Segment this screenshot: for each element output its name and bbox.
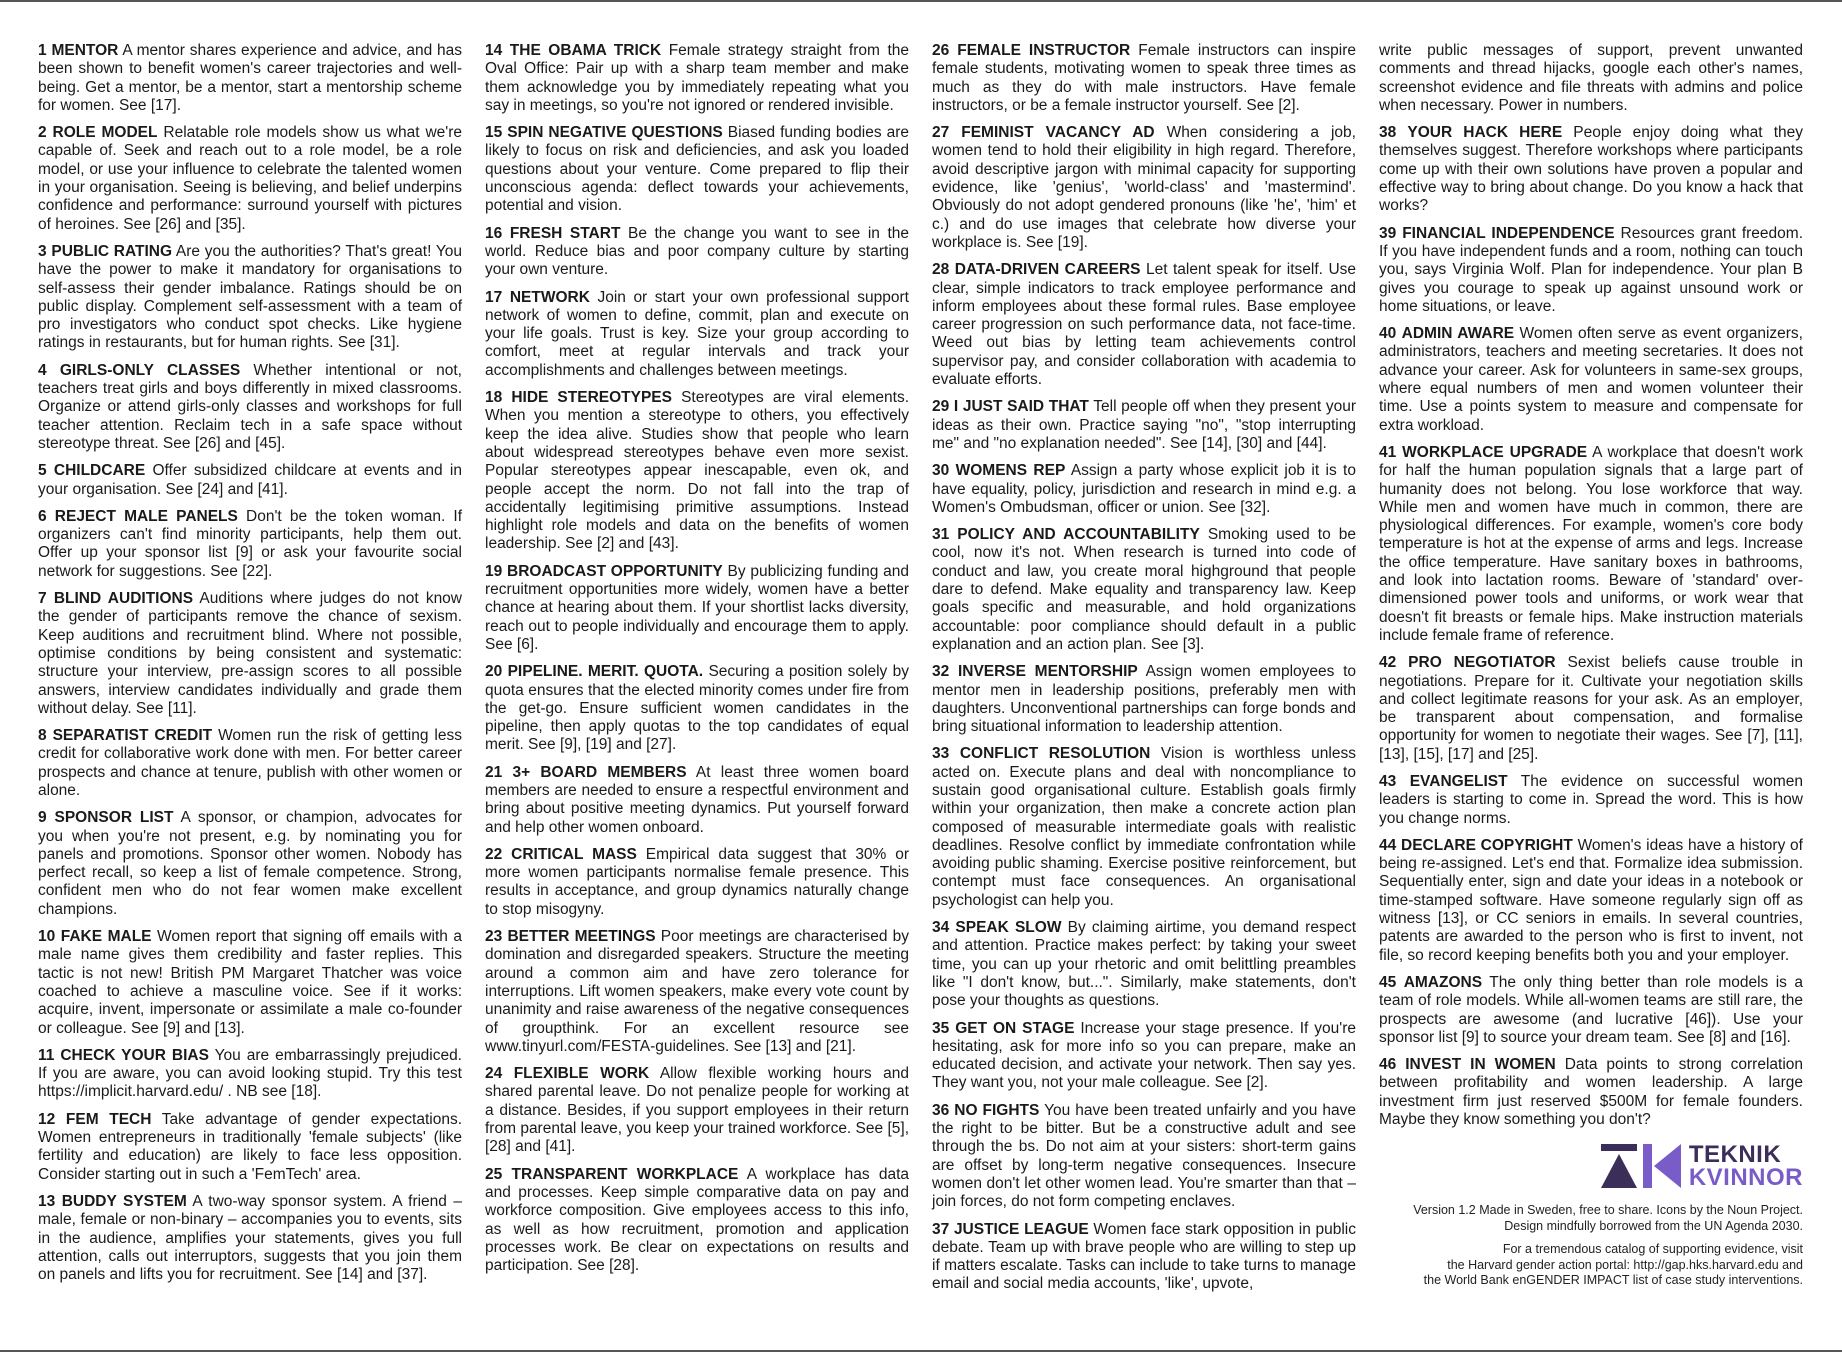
tip-item-8 — [38, 727, 462, 800]
tip-title: FRESH START — [509, 224, 621, 242]
tip-item-35 — [932, 1020, 1356, 1093]
tip-item-9 — [38, 809, 462, 919]
tip-title: GIRLS-ONLY CLASSES — [59, 361, 241, 379]
footer-evidence — [1379, 1242, 1803, 1289]
tip-text: When considering a job, women tend to hold their eligibility in high regard. Therefore, avoid descriptive jargon with minimal capacity for supporting evidence, like 'genius', 'world-class' and 'mastermind'. Obviously do not adopt gendered pronouns (like 'he', 'him' et c.) and do use images that celebrate how diverse your workplace is. See [19]. — [932, 124, 1356, 251]
tip-title: WORKPLACE UPGRADE — [1402, 443, 1588, 461]
tip-number: 28 — [932, 261, 950, 279]
tip-item-38 — [1379, 124, 1803, 215]
tip-number: 4 — [38, 361, 47, 379]
tip-text: Increase your stage presence. If you're hesitating, ask for more info so you can prepare, make an educated decision, and activate your network. Then say yes. They want you, not your male colleague. See [2]. — [932, 1019, 1356, 1092]
tip-number: 3 — [38, 242, 47, 260]
tip-number: 43 — [1379, 772, 1397, 790]
tip-number: 41 — [1379, 443, 1397, 461]
tip-number: 44 — [1379, 836, 1397, 854]
tip-item-6 — [38, 508, 462, 581]
tip-title: FLEXIBLE WORK — [513, 1065, 650, 1083]
tip-text: People enjoy doing what they themselves suggest. Therefore workshops where participants come up with their own solutions have proven a popular and effective way to bring about change. Do you know a hack that works? — [1379, 124, 1803, 215]
column-3 — [932, 42, 1356, 1332]
tip-title: YOUR HACK HERE — [1407, 124, 1563, 142]
tip-title: CHILDCARE — [53, 462, 146, 480]
tip-number: 34 — [932, 919, 950, 937]
tip-number: 40 — [1379, 325, 1397, 343]
tip-text: Don't be the token woman. If organizers can't find minority participants, help them out. Offer up your sponsor list [9] or ask your favourite social network for suggestions. See [22]. — [38, 507, 463, 580]
tip-item-20 — [485, 663, 909, 754]
footer-evidence-2: the Harvard gender action portal: http://gap.hks.harvard.edu and — [1447, 1257, 1803, 1272]
tip-text: Empirical data suggest that 30% or more women participants normalise female presence. This results in acceptance, and group dynamics naturally change to stop misogyny. — [485, 845, 909, 918]
tip-text: At least three women board members are needed to ensure a respectful environment and bring about positive meeting dynamics. Put yourself forward and help other women onboard. — [485, 763, 910, 836]
tip-number: 10 — [38, 928, 56, 946]
tip-number: 33 — [932, 745, 950, 763]
tip-item-12 — [38, 1111, 462, 1184]
tip-number: 15 — [485, 124, 503, 142]
tip-title: DATA-DRIVEN CAREERS — [954, 261, 1141, 279]
tip-title: MENTOR — [51, 42, 119, 59]
tip-text: Offer subsidized childcare at events and in your organisation. See [24] and [41]. — [38, 462, 462, 498]
tip-item-39 — [1379, 225, 1803, 316]
tip-item-25 — [485, 1166, 909, 1276]
tip-number: 11 — [38, 1046, 55, 1064]
tip-text: Whether intentional or not, teachers treat girls and boys differently in mixed classrooms. Organize or attend girls-only classes and workshops for full teacher attention. Reclaim tech in a safe space without stereotype threat. See [26] and [45]. — [38, 361, 462, 452]
tip-title: FAKE MALE — [60, 928, 152, 946]
footer-evidence-1: For a tremendous catalog of supporting evidence, visit — [1502, 1242, 1803, 1257]
tip-number: 23 — [485, 928, 503, 946]
column-4-items — [1379, 124, 1803, 1129]
tip-text: Securing a position solely by quota ensures that the elected minority comes under fire from the get-go. Ensure sufficient women candidates in the pipeline, then apply quotas to the top candidates of equal merit. See [9], [19] and [27]. — [485, 663, 910, 754]
tip-title: AMAZONS — [1403, 973, 1483, 991]
logo-line-2: KVINNOR — [1688, 1164, 1803, 1192]
tip-item-44 — [1379, 837, 1803, 965]
tip-item-45 — [1379, 974, 1803, 1047]
tip-title: FINANCIAL INDEPENDENCE — [1402, 224, 1615, 242]
tip-text: Let talent speak for itself. Use clear, simple indicators to track employee performance and inform employees about these formal rules. Base employee career progression on such performance data, not face-time. Weed out bias by letting team achievements control supervisor pay, and consider collaboration with academia to evaluate efforts. — [932, 261, 1357, 389]
tip-title: SEPARATIST CREDIT — [52, 727, 213, 745]
tip-number: 1 — [38, 42, 47, 59]
tip-text: Women report that signing off emails with a male name gives them credibility and faster replies. This tactic is not new! British PM Margaret Thatcher was voice coached to achieve a masculine voice. See if it works: acquire, invent, impersonate or assimilate a male co-founder or colleague. See [9] and [13]. — [38, 928, 462, 1037]
tip-title: I JUST SAID THAT — [953, 398, 1089, 416]
tip-text: Be the change you want to see in the world. Reduce bias and poor company culture by starting your own venture. — [485, 224, 910, 279]
tip-item-26 — [932, 42, 1356, 115]
tip-item-40 — [1379, 325, 1803, 435]
tip-text: Sexist beliefs cause trouble in negotiations. Prepare for it. Cultivate your negotiation skills and collect legitimate reasons for your ask. As an employer, be transparent about compensation, and formalise opportunity for women to negotiate their wages. See [7], [11], [13], [15], [17] and [25]. — [1379, 654, 1803, 763]
logo-text — [1688, 1141, 1803, 1192]
tip-item-37 — [932, 1221, 1356, 1294]
tip-item-11 — [38, 1047, 462, 1102]
tip-item-3 — [38, 243, 462, 353]
tip-number: 8 — [38, 727, 47, 745]
footer-credits — [1379, 1203, 1803, 1234]
tip-text: Female instructors can inspire female students, motivating women to speak three times as much as they do with male instructors. Have female instructors, or be a female instructor yourself. See [2]. — [932, 42, 1357, 114]
tip-item-30 — [932, 462, 1356, 517]
teknik-kvinnor-logo — [1379, 1141, 1803, 1192]
tip-number: 18 — [485, 389, 503, 407]
tip-number: 6 — [38, 507, 47, 525]
tip-number: 29 — [932, 398, 950, 416]
logo-line-1: TEKNIK — [1688, 1141, 1782, 1169]
tip-number: 32 — [932, 663, 950, 681]
tip-text: Stereotypes are viral elements. When you mention a stereotype to others, you effectively keep the idea alive. Studies show that people who learn about widespread stereotypes behave even more sexist. Popular stereotypes appear inescapable, even ok, and people accept the norm. Do not fall into the trap of accidentally legitimising primitive assumptions. Instead highlight role models and data on the benefits of women leadership. See [2] and [43]. — [485, 389, 909, 553]
tip-item-28 — [932, 261, 1356, 389]
tip-title: BETTER MEETINGS — [507, 928, 656, 946]
tip-item-16 — [485, 225, 909, 280]
tip-item-42 — [1379, 654, 1803, 764]
tip-text: Female strategy straight from the Oval Office: Pair up with a sharp team member and make them acknowledge you by immediately repeating what you say in meetings, so you're not ignored or rendered invisible. — [485, 42, 909, 114]
column-2 — [485, 42, 909, 1332]
tip-title: GET ON STAGE — [955, 1019, 1075, 1037]
tip-item-27 — [932, 124, 1356, 252]
tip-text: You have been treated unfairly and you have the right to be bitter. But be a constructive adult and see through the bs. Do not aim at your sisters: short-term gains are offset by long-term negative consequences. Insecure women don't let other women lead. You're smarter than that – join forces, do not form competing enclaves. — [932, 1101, 1356, 1211]
tip-item-15 — [485, 124, 909, 215]
tip-title: 3+ BOARD MEMBERS — [512, 763, 687, 781]
tip-item-23 — [485, 928, 909, 1056]
tip-text: By claiming airtime, you demand respect and attention. Practice makes perfect: by taking your sweet time, you can up your rhetoric and omit belittling preambles like "I don't know, but...". Similarly, make statements, don't pose your thoughts as questions. — [932, 919, 1356, 1010]
tip-title: BROADCAST OPPORTUNITY — [507, 562, 723, 580]
tip-text: Vision is worthless unless acted on. Execute plans and deal with noncompliance to sustain good organisational culture. Establish goals firmly within your organization, then make a concrete action plan composed of measurable intermediate goals with realistic deadlines. Resolve conflict by immediate confrontation while avoiding public shaming. Exercise positive reinforcement, but contempt must face consequences. An organisational psychologist can help you. — [932, 745, 1356, 909]
tip-text: Tell people off when they present your ideas as their own. Practice saying "no", "stop interrupting me" and "no explanation needed". See [14], [30] and [44]. — [932, 398, 1356, 452]
tip-number: 25 — [485, 1165, 503, 1183]
tip-text: Data points to strong correlation between profitability and women leadership. A large investment firm just reserved $500M for female founders. Maybe they know something you don't? — [1379, 1056, 1804, 1129]
tip-title: FEMINIST VACANCY AD — [961, 124, 1155, 142]
tip-text: Women often serve as event organizers, administrators, teachers and meeting secretaries. It does not advance your career. Ask for volunteers in same-sex groups, where equal numbers of men and women volunteer their time. Use a points system to measure and compensate for extra workload. — [1379, 325, 1803, 434]
tip-item-29 — [932, 398, 1356, 453]
tip-title: JUSTICE LEAGUE — [953, 1220, 1089, 1238]
tip-number: 27 — [932, 124, 950, 142]
tip-title: CONFLICT RESOLUTION — [959, 745, 1151, 763]
tip-title: INVEST IN WOMEN — [1405, 1056, 1556, 1074]
tip-number: 2 — [38, 124, 47, 142]
tip-text: Allow flexible working hours and shared parental leave. Do not penalize people for working at a distance. Besides, if you support employees in their return from parental leave, you keep your trained workforce. See [5], [28] and [41]. — [485, 1065, 910, 1156]
tip-item-10 — [38, 928, 462, 1038]
tip-number: 7 — [38, 590, 47, 608]
tip-number: 9 — [38, 809, 47, 827]
tip-number: 22 — [485, 845, 503, 863]
tip-item-46 — [1379, 1056, 1803, 1129]
tip-title: NO FIGHTS — [954, 1101, 1040, 1119]
tip-title: PUBLIC RATING — [51, 242, 173, 260]
tip-item-31 — [932, 526, 1356, 654]
tip-number: 46 — [1379, 1056, 1397, 1074]
column-4 — [1379, 42, 1803, 1332]
tip-number: 19 — [485, 562, 503, 580]
tip-number: 26 — [932, 42, 950, 59]
tip-number: 5 — [38, 462, 47, 480]
tip-item-33 — [932, 745, 1356, 910]
tip-item-34 — [932, 919, 1356, 1010]
tip-number: 21 — [485, 763, 503, 781]
tip-item-22 — [485, 846, 909, 919]
tip-title: PIPELINE. MERIT. QUOTA. — [507, 663, 704, 681]
tip-item-43 — [1379, 773, 1803, 828]
tip-item-2 — [38, 124, 462, 234]
tip-text: Relatable role models show us what we're capable of. Seek and reach out to a role model, be a role model, or use your influence to celebrate the talented women in your organisation. Seeing is believing, and belief underpins confidence and performance: surround yourself with pictures of heroines. See [26] and [35]. — [38, 124, 463, 233]
tip-text: Assign a party whose explicit job it is to have equality, policy, jurisdiction and research in mind e.g. a Women's Ombudsman, officer or union. See [32]. — [932, 462, 1356, 516]
tip-text: A workplace has data and processes. Keep simple comparative data on pay and workforce composition. Give employees access to this info, as well as how recruitment, promotion and application processes work. Be clear on expectations on results and participation. See [28]. — [485, 1165, 910, 1275]
tip-item-13 — [38, 1193, 462, 1284]
footer-evidence-3: the World Bank enGENDER IMPACT list of case study interventions. — [1423, 1273, 1803, 1288]
tip-item-19 — [485, 563, 909, 654]
tip-text: By publicizing funding and recruitment opportunities more widely, women have a better chance at hearing about them. If your shortlist lacks diversity, reach out to people individually and encourage them to apply. See [6]. — [485, 562, 909, 653]
tip-text: You are embarrassingly prejudiced. If you are aware, you can avoid looking stupid. Try this test https://implicit.harvard.edu/ . NB see [18]. — [38, 1046, 462, 1101]
tip-number: 12 — [38, 1110, 56, 1128]
tip-title: CRITICAL MASS — [511, 845, 637, 863]
logo-mark-icon — [1601, 1144, 1681, 1188]
footer-version: Version 1.2 Made in Sweden, free to share. Icons by the Noun Project. — [1413, 1203, 1803, 1218]
tip-title: ROLE MODEL — [52, 124, 158, 142]
tip-number: 35 — [932, 1019, 950, 1037]
tip-item-4 — [38, 362, 462, 453]
tip-number: 30 — [932, 462, 950, 480]
tip-title: DECLARE COPYRIGHT — [1401, 836, 1573, 854]
tip-text: Women face stark opposition in public debate. Team up with brave people who are willing to step up if matters escalate. Tasks can include to take turns to manage email and social media accounts, 'like', upvote, — [932, 1220, 1356, 1293]
tip-item-36 — [932, 1102, 1356, 1212]
tip-number: 14 — [485, 42, 503, 59]
tip-item-18 — [485, 389, 909, 554]
tip-title: CHECK YOUR BIAS — [60, 1046, 209, 1064]
tip-item-32 — [932, 663, 1356, 736]
footer — [1379, 1203, 1803, 1289]
tip-title: EVANGELIST — [1409, 772, 1508, 790]
tip-text: Resources grant freedom. If you have independent funds and a room, nothing can touch you, says Virginia Wolf. Plan for independence. Your plan B gives you courage to speak up against unsound work or home situations, or leave. — [1379, 224, 1803, 315]
tip-text: The evidence on successful women leaders is starting to come in. Spread the word. This is how you change norms. — [1379, 772, 1803, 827]
tip-title: SPEAK SLOW — [955, 919, 1062, 937]
tip-text: A two-way sponsor system. A friend – male, female or non-binary – accompanies you to events, sits in the audience, amplifies your statements, gives you full attention, calls out interruptors, suggests that you join them on panels and lifts you for recruitment. See [14] and [37]. — [38, 1192, 463, 1284]
tip-text: Join or start your own professional support network of women to define, commit, plan and execute on your life goals. Trust is key. Size your group according to comfort, meet at regular intervals and track your accomplishments and challenges between meetings. — [485, 288, 909, 379]
tip-item-14 — [485, 42, 909, 115]
columns — [38, 42, 1806, 1332]
tip-title: FEMALE INSTRUCTOR — [957, 42, 1131, 59]
tip-number: 36 — [932, 1101, 950, 1119]
tip-title: INVERSE MENTORSHIP — [957, 663, 1138, 681]
tip-item-17 — [485, 289, 909, 380]
footer-design: Design mindfully borrowed from the UN Agenda 2030. — [1504, 1218, 1803, 1233]
tip-item-24 — [485, 1065, 909, 1156]
tip-title: THE OBAMA TRICK — [509, 42, 662, 59]
tip-title: REJECT MALE PANELS — [54, 507, 238, 525]
tip-text: Are you the authorities? That's great! You have the power to make it mandatory for organisations to self-assess their gender imbalance. Ratings should be on public display. Complement self-assessment with a team of pro investigators who conduct spot checks. Like hygiene ratings in restaurants, but for human rights. See [31]. — [38, 242, 463, 352]
tip-item-5 — [38, 462, 462, 499]
tip-number: 45 — [1379, 973, 1397, 991]
tip-title: BLIND AUDITIONS — [53, 590, 194, 608]
item-37-continuation: write public messages of support, prevent unwanted comments and thread hijacks, google each other's names, screenshot evidence and file threats with admins and police when necessary. Power in numbers. — [1379, 42, 1803, 114]
tip-item-41 — [1379, 444, 1803, 645]
tip-number: 24 — [485, 1065, 503, 1083]
tip-text: A mentor shares experience and advice, and has been shown to benefit women's career trajectories and well-being. Get a mentor, be a mentor, start a mentorship scheme for women. See [17]. — [38, 42, 463, 114]
tip-text: Smoking used to be cool, now it's not. When research is turned into code of conduct and law, you create moral highground that people dare to defend. Make equality and transparency law. Keep goals specific and measurable, and hold organizations accountable: poor compliance should default in a public explanation and an action plan. See [3]. — [932, 526, 1356, 653]
tip-text: Women run the risk of getting less credit for collaborative work done with men. For better career prospects and chance at tenure, publish with other women or alone. — [38, 727, 462, 799]
tip-number: 31 — [932, 526, 950, 544]
tip-item-7 — [38, 590, 462, 718]
tip-number: 20 — [485, 663, 503, 681]
tip-number: 17 — [485, 288, 503, 306]
tip-title: WOMENS REP — [955, 462, 1066, 480]
tip-number: 37 — [932, 1220, 950, 1238]
tip-item-1 — [38, 42, 462, 115]
tip-title: TRANSPARENT WORKPLACE — [511, 1165, 739, 1183]
tip-number: 16 — [485, 224, 503, 242]
tip-text: Auditions where judges do not know the gender of participants remove the chance of sexism. Keep auditions and recruitment blind. Where not possible, optimise conditions by being consistent and systematic: structure your interview, pre-assign scores to all possible answers, interview candidates individually and grade them without delay. See [11]. — [38, 590, 462, 717]
tip-text: Women's ideas have a history of being re-assigned. Let's end that. Formalize idea submission. Sequentially enter, sign and date your ideas in a notebook or time-stamped software. Have someone regularly sign off as witness [13], or CC seniors in emails. In several countries, patents are awarded to the person who is first to invent, not file, so record keeping benefits both you and your employer. — [1379, 836, 1803, 964]
tip-title: ADMIN AWARE — [1401, 325, 1515, 343]
tip-text: A workplace that doesn't work for half the human population signals that a large part of humanity does not belong. You lose workforce that way. While men and women have much in common, there are physiological differences. For example, women's core body temperature is hot at the expense of arms and legs. Increase the office temperature. Have sanitary boxes in bathrooms, and look into lactation rooms. Beware of 'standard' over-dimensioned power tools and uniforms, or work wear that doesn't fit breasts or female hips. Make instruction materials include female frame of reference. — [1379, 443, 1804, 644]
tip-text: A sponsor, or champion, advocates for you when you're not present, e.g. by nominating you for panels and promotions. Sponsor other women. Nobody has perfect recall, so keep a list of female competence. Strong, confident men who do not fear women make excellent champions. — [38, 809, 463, 918]
tip-text: Poor meetings are characterised by domination and disregarded speakers. Structure the meeting around a common aim and have zero tolerance for interruptions. Lift women speakers, make every vote count by unanimity and raise awareness of the negative consequences of groupthink. For an excellent resource see www.tinyurl.com/FESTA-guidelines. See [13] and [21]. — [485, 928, 910, 1055]
tip-number: 39 — [1379, 224, 1397, 242]
tip-title: SPONSOR LIST — [54, 809, 174, 827]
tip-title: HIDE STEREOTYPES — [511, 389, 672, 407]
tip-text: Biased funding bodies are likely to focus on risk and deficiencies, and ask you loaded questions about your venture. Come prepared to flip their unconscious agenda: deflect towards your achievements, potential and vision. — [485, 124, 909, 215]
tip-number: 13 — [38, 1192, 56, 1210]
tip-title: BUDDY SYSTEM — [61, 1192, 187, 1210]
tip-title: POLICY AND ACCOUNTABILITY — [957, 526, 1200, 544]
tip-text: The only thing better than role models is a team of role models. While all-women teams are still rare, the prospects are awesome (and lucrative [46]). Use your sponsor list [9] to source your dream team. See [8] and [16]. — [1379, 973, 1803, 1046]
tip-title: FEM TECH — [65, 1110, 152, 1128]
column-1 — [38, 42, 462, 1332]
tip-number: 38 — [1379, 124, 1397, 142]
tip-number: 42 — [1379, 654, 1397, 672]
tip-text: Assign women employees to mentor men in leadership positions, preferably men with daughters. Unconventional partnerships can forge bonds and bring situational information to leadership attention. — [932, 663, 1357, 736]
tip-title: SPIN NEGATIVE QUESTIONS — [507, 124, 723, 142]
tip-title: NETWORK — [509, 288, 590, 306]
tip-title: PRO NEGOTIATOR — [1408, 654, 1556, 672]
tip-text: Take advantage of gender expectations. Women entrepreneurs in traditionally 'female subjects' (like fertility and education) are likely to face less opposition. Consider starting out in such a 'FemTech' area. — [38, 1110, 462, 1183]
tip-item-21 — [485, 764, 909, 837]
